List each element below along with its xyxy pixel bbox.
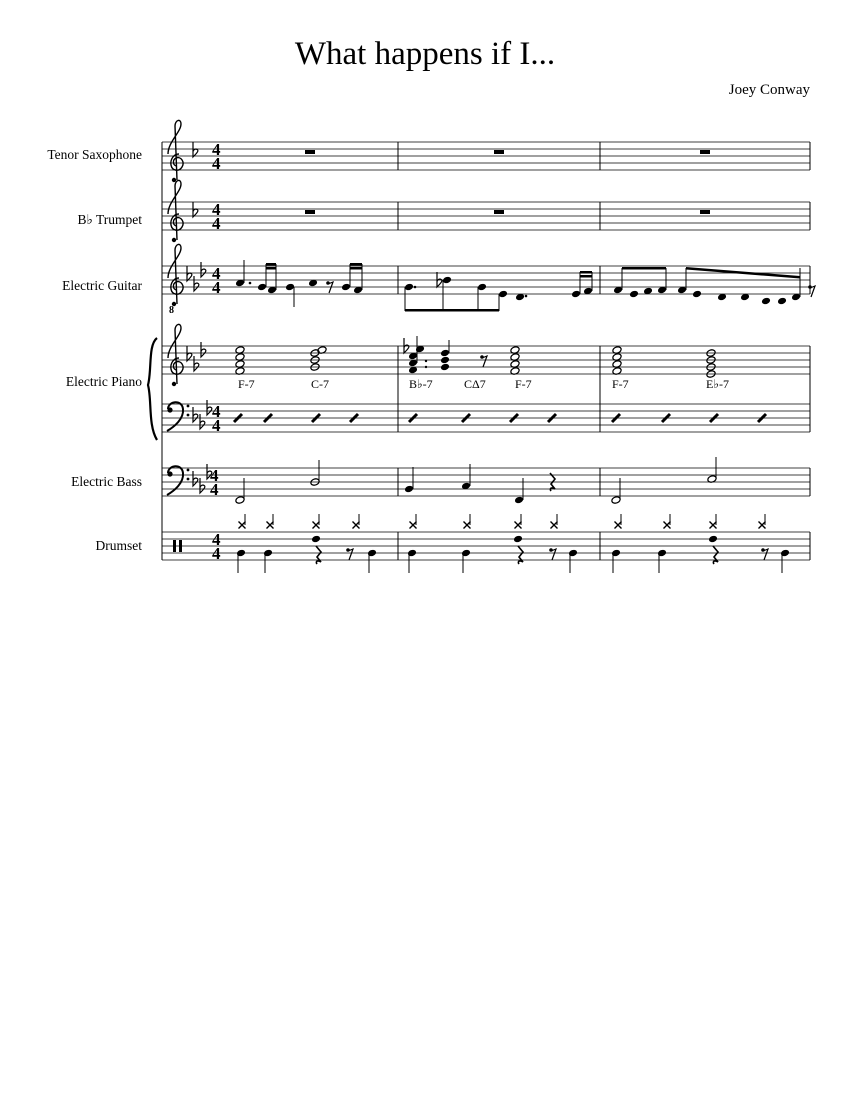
time-signature-top: 4 [212, 264, 221, 283]
chord-symbol: F-7 [238, 377, 255, 391]
time-signature-top: 4 [210, 466, 219, 485]
time-signature-bottom: 4 [212, 278, 221, 297]
instrument-label-trumpet: B♭ Trumpet [77, 212, 142, 227]
chord-symbol: E♭-7 [706, 377, 729, 391]
staff-drumset [162, 514, 810, 573]
guitar-notes [235, 260, 815, 312]
time-signature-bottom: 4 [212, 214, 221, 233]
time-signature-top: 4 [212, 402, 221, 421]
instrument-label-electric-bass: Electric Bass [71, 474, 142, 489]
staff-trumpet [162, 180, 810, 242]
time-signatures [212, 140, 221, 563]
instrument-label-electric-piano: Electric Piano [65, 374, 142, 389]
instrument-label-tenor-saxophone: Tenor Saxophone [47, 147, 142, 162]
octave-mark: 8 [169, 305, 174, 316]
chord-symbols [238, 377, 729, 391]
time-signature-bottom: 4 [210, 480, 219, 499]
composer-name: Joey Conway [728, 82, 810, 98]
staff-electric-guitar [162, 244, 815, 316]
chord-symbol: F-7 [515, 377, 532, 391]
chord-symbol: F-7 [612, 377, 629, 391]
time-signature-top: 4 [212, 140, 221, 159]
score-title: What happens if I... [294, 36, 556, 72]
chord-symbol: CΔ7 [464, 377, 486, 391]
time-signature-top: 4 [212, 530, 221, 549]
chord-symbol: C-7 [311, 377, 329, 391]
piano-brace [148, 338, 157, 440]
time-signature-bottom: 4 [212, 416, 221, 435]
flat-icon [193, 142, 198, 157]
time-signature-bottom: 4 [212, 544, 221, 563]
time-signature-top: 4 [212, 200, 221, 219]
instrument-label-electric-guitar: Electric Guitar [62, 278, 142, 293]
staff-electric-bass [0, 0, 810, 504]
percussion-clef-icon [173, 540, 176, 552]
instrument-label-drumset: Drumset [95, 538, 142, 553]
staff-piano-lower [162, 400, 810, 432]
time-signature-bottom: 4 [212, 154, 221, 173]
staff-tenor-saxophone [162, 120, 810, 182]
barlines [162, 142, 810, 560]
chord-symbol: B♭-7 [409, 377, 433, 391]
staff-piano-upper [162, 324, 810, 391]
